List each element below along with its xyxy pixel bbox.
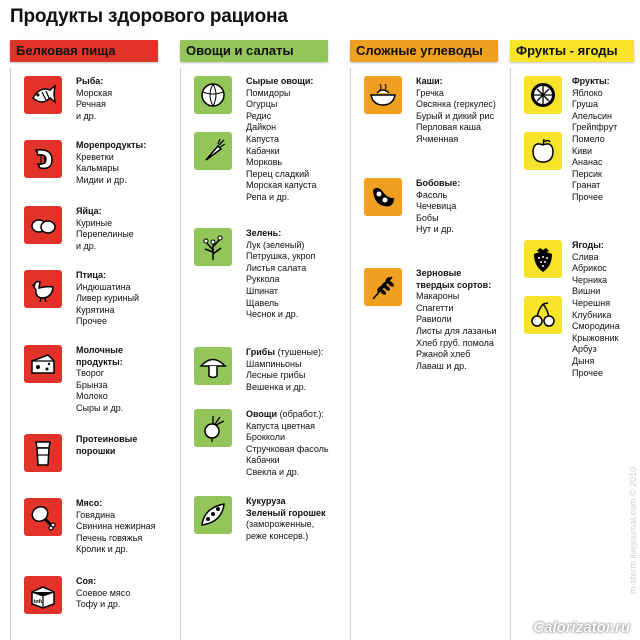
list-item: Помидоры bbox=[246, 87, 291, 98]
list-item: Овсянка (геркулес) bbox=[416, 99, 496, 110]
column-header: Фрукты - ягоды bbox=[510, 40, 634, 62]
carrot-icon bbox=[194, 132, 232, 170]
shaker-icon bbox=[24, 434, 62, 472]
list-item: Речная bbox=[76, 99, 106, 110]
group-title: Морепродукты: bbox=[76, 140, 147, 150]
shrimp-icon bbox=[24, 140, 62, 178]
bowl-icon bbox=[364, 76, 402, 114]
list-item: Брокколи bbox=[246, 432, 285, 443]
tofu-label: tofu bbox=[33, 599, 44, 605]
list-item: Творог bbox=[76, 368, 105, 379]
list-item: Свекла и др. bbox=[246, 466, 300, 477]
list-item: Курятина bbox=[76, 304, 115, 315]
column-divider bbox=[510, 68, 511, 640]
citrus-icon bbox=[524, 76, 562, 114]
list-item: Спагетти bbox=[416, 302, 454, 313]
list-item: Сыры и др. bbox=[76, 402, 124, 413]
list-item: Грейпфрут bbox=[572, 122, 618, 133]
page-title: Продукты здорового рациона bbox=[10, 6, 288, 27]
group-title: Кукуруза bbox=[246, 496, 286, 506]
group-title: Птица: bbox=[76, 270, 107, 280]
list-item: Лаваш и др. bbox=[416, 360, 467, 371]
group-title-line2: порошки bbox=[76, 445, 116, 456]
list-item: Киви bbox=[572, 145, 593, 156]
group-title-line2: Зеленый горошек bbox=[246, 507, 326, 518]
column-divider bbox=[180, 68, 181, 640]
group-title: Яйца: bbox=[76, 206, 102, 216]
list-item: Капуста цветная bbox=[246, 420, 316, 431]
list-item: Листы для лазаньи bbox=[416, 325, 497, 336]
group-title: Сырые овощи: bbox=[246, 76, 314, 86]
group-title: Фрукты: bbox=[572, 76, 610, 86]
list-item: Чечевица bbox=[416, 201, 457, 212]
list-item: Соевое мясо bbox=[76, 587, 131, 598]
list-item: Вешенка и др. bbox=[246, 381, 307, 392]
list-item: Слива bbox=[572, 251, 599, 262]
list-item: Ливер куриный bbox=[76, 293, 140, 304]
group-title: Ягоды: bbox=[572, 240, 604, 250]
list-item: Кабачки bbox=[246, 145, 280, 156]
cheese-icon bbox=[24, 345, 62, 383]
wheat-icon bbox=[364, 268, 402, 306]
group-title: Протеиновые bbox=[76, 434, 138, 444]
group-title: Зелень: bbox=[246, 228, 282, 238]
group-title: Молочные bbox=[76, 345, 123, 355]
list-item: Говядина bbox=[76, 509, 116, 520]
list-item: Молоко bbox=[76, 391, 108, 402]
apple-icon bbox=[524, 132, 562, 170]
list-item: Дайкон bbox=[246, 122, 277, 133]
mushroom-icon bbox=[194, 347, 232, 385]
list-item: Бурый и дикий рис bbox=[416, 110, 494, 121]
list-item: Ржаной хлеб bbox=[416, 349, 471, 360]
cherries-icon bbox=[524, 296, 562, 334]
group-title: Соя: bbox=[76, 576, 97, 586]
list-item: Апельсин bbox=[572, 110, 613, 121]
radish-icon bbox=[194, 409, 232, 447]
list-item: Кролик и др. bbox=[76, 544, 129, 555]
eggs-icon bbox=[24, 206, 62, 244]
tofu-box-icon bbox=[24, 576, 62, 614]
watermark: Calorizator.ru bbox=[533, 619, 630, 636]
list-item: Арбуз bbox=[572, 344, 597, 355]
list-item: Дыня bbox=[572, 355, 595, 366]
list-item: Абрикос bbox=[572, 263, 607, 274]
column-carbs bbox=[350, 40, 498, 640]
list-item: Брынза bbox=[76, 379, 108, 390]
list-item: Клубника bbox=[572, 309, 612, 320]
list-item: Печень говяжья bbox=[76, 532, 143, 543]
list-item: Гранат bbox=[572, 180, 601, 191]
list-item: Лесные грибы bbox=[246, 370, 306, 381]
strawberry-icon bbox=[524, 240, 562, 278]
column-header: Белковая пища bbox=[10, 40, 158, 62]
list-item: Петрушка, укроп bbox=[246, 251, 316, 262]
list-item: Перепелиные bbox=[76, 229, 134, 240]
column-protein bbox=[10, 40, 158, 640]
list-item: Индюшатина bbox=[76, 281, 131, 292]
list-item: Редис bbox=[246, 110, 272, 121]
group-title-line2: твердых сортов: bbox=[416, 279, 492, 290]
list-item: и др. bbox=[76, 240, 97, 251]
list-item: Перловая каша bbox=[416, 122, 481, 133]
group-title-note: (тушеные): bbox=[277, 347, 324, 357]
list-item: Огурцы bbox=[246, 99, 278, 110]
list-item: Стручковая фасоль bbox=[246, 443, 329, 454]
list-item: Хлеб груб. помола bbox=[416, 337, 494, 348]
column-header: Сложные углеводы bbox=[350, 40, 498, 62]
group-title: Мясо: bbox=[76, 498, 103, 508]
list-item: Смородина bbox=[572, 321, 620, 332]
list-item: и др. bbox=[76, 110, 97, 121]
column-header: Овощи и салаты bbox=[180, 40, 328, 62]
column-divider bbox=[10, 68, 11, 640]
list-item: Ананас bbox=[572, 157, 603, 168]
list-item: Помело bbox=[572, 133, 605, 144]
list-item: Черешня bbox=[572, 297, 611, 308]
list-item: Прочее bbox=[76, 316, 107, 327]
peapod-icon bbox=[194, 496, 232, 534]
herbs-icon bbox=[194, 228, 232, 266]
list-item: Репа и др. bbox=[246, 191, 290, 202]
list-item: Крыжовник bbox=[572, 332, 619, 343]
list-item: Морская капуста bbox=[246, 180, 317, 191]
list-item: Черника bbox=[572, 274, 608, 285]
list-item: Кабачки bbox=[246, 455, 280, 466]
list-item: Лук (зеленый) bbox=[246, 239, 305, 250]
list-item: Нут и др. bbox=[416, 224, 454, 235]
list-item: Чеснок и др. bbox=[246, 309, 299, 320]
list-item: Куриные bbox=[76, 217, 113, 228]
list-item: Тофу и др. bbox=[76, 599, 121, 610]
list-item: Прочее bbox=[572, 191, 603, 202]
column-vegetables bbox=[180, 40, 328, 640]
list-item: Яблоко bbox=[572, 87, 603, 98]
bird-icon bbox=[24, 270, 62, 308]
column-divider bbox=[350, 68, 351, 640]
list-item: Мидии и др. bbox=[76, 174, 127, 185]
group-title: Зерновые bbox=[416, 268, 462, 278]
list-item: Кальмары bbox=[76, 163, 119, 174]
list-item: Груша bbox=[572, 99, 598, 110]
cabbage-icon bbox=[194, 76, 232, 114]
list-item: Фасоль bbox=[416, 189, 448, 200]
group-title-note: (обработ.): bbox=[279, 409, 324, 419]
group-title: Рыба: bbox=[76, 76, 104, 86]
column-fruits bbox=[510, 40, 634, 640]
list-item: Шампиньоны bbox=[246, 358, 302, 369]
list-item: Макароны bbox=[416, 291, 460, 302]
list-item: Креветки bbox=[76, 151, 114, 162]
beans-icon bbox=[364, 178, 402, 216]
list-item: Листья салата bbox=[246, 262, 307, 273]
list-item: Гречка bbox=[416, 87, 444, 98]
list-item: Морская bbox=[76, 87, 113, 98]
group-title: Каши: bbox=[416, 76, 443, 86]
list-item: Морковь bbox=[246, 157, 283, 168]
fish-icon bbox=[24, 76, 62, 114]
list-item: Щавель bbox=[246, 297, 279, 308]
vertical-credit: m-sterm.livejournal.com © 2010 bbox=[628, 466, 638, 594]
group-title-line2: продукты: bbox=[76, 356, 123, 367]
drumstick-icon bbox=[24, 498, 62, 536]
group-title: Грибы bbox=[246, 347, 276, 357]
list-item: Равиоли bbox=[416, 314, 452, 325]
list-item: Персик bbox=[572, 168, 602, 179]
list-item: Перец сладкий bbox=[246, 168, 310, 179]
list-item: Вишни bbox=[572, 286, 601, 297]
group-title: Бобовые: bbox=[416, 178, 461, 188]
list-item: Свинина нежирная bbox=[76, 521, 156, 532]
list-item: Ячменная bbox=[416, 133, 459, 144]
group-title: Овощи bbox=[246, 409, 278, 419]
list-item: Бобы bbox=[416, 212, 439, 223]
list-item: Прочее bbox=[572, 367, 603, 378]
list-item: реже консерв.) bbox=[246, 530, 309, 541]
list-item: (замороженные, bbox=[246, 519, 315, 530]
list-item: Шпинат bbox=[246, 285, 279, 296]
list-item: Руккола bbox=[246, 274, 280, 285]
list-item: Капуста bbox=[246, 133, 280, 144]
